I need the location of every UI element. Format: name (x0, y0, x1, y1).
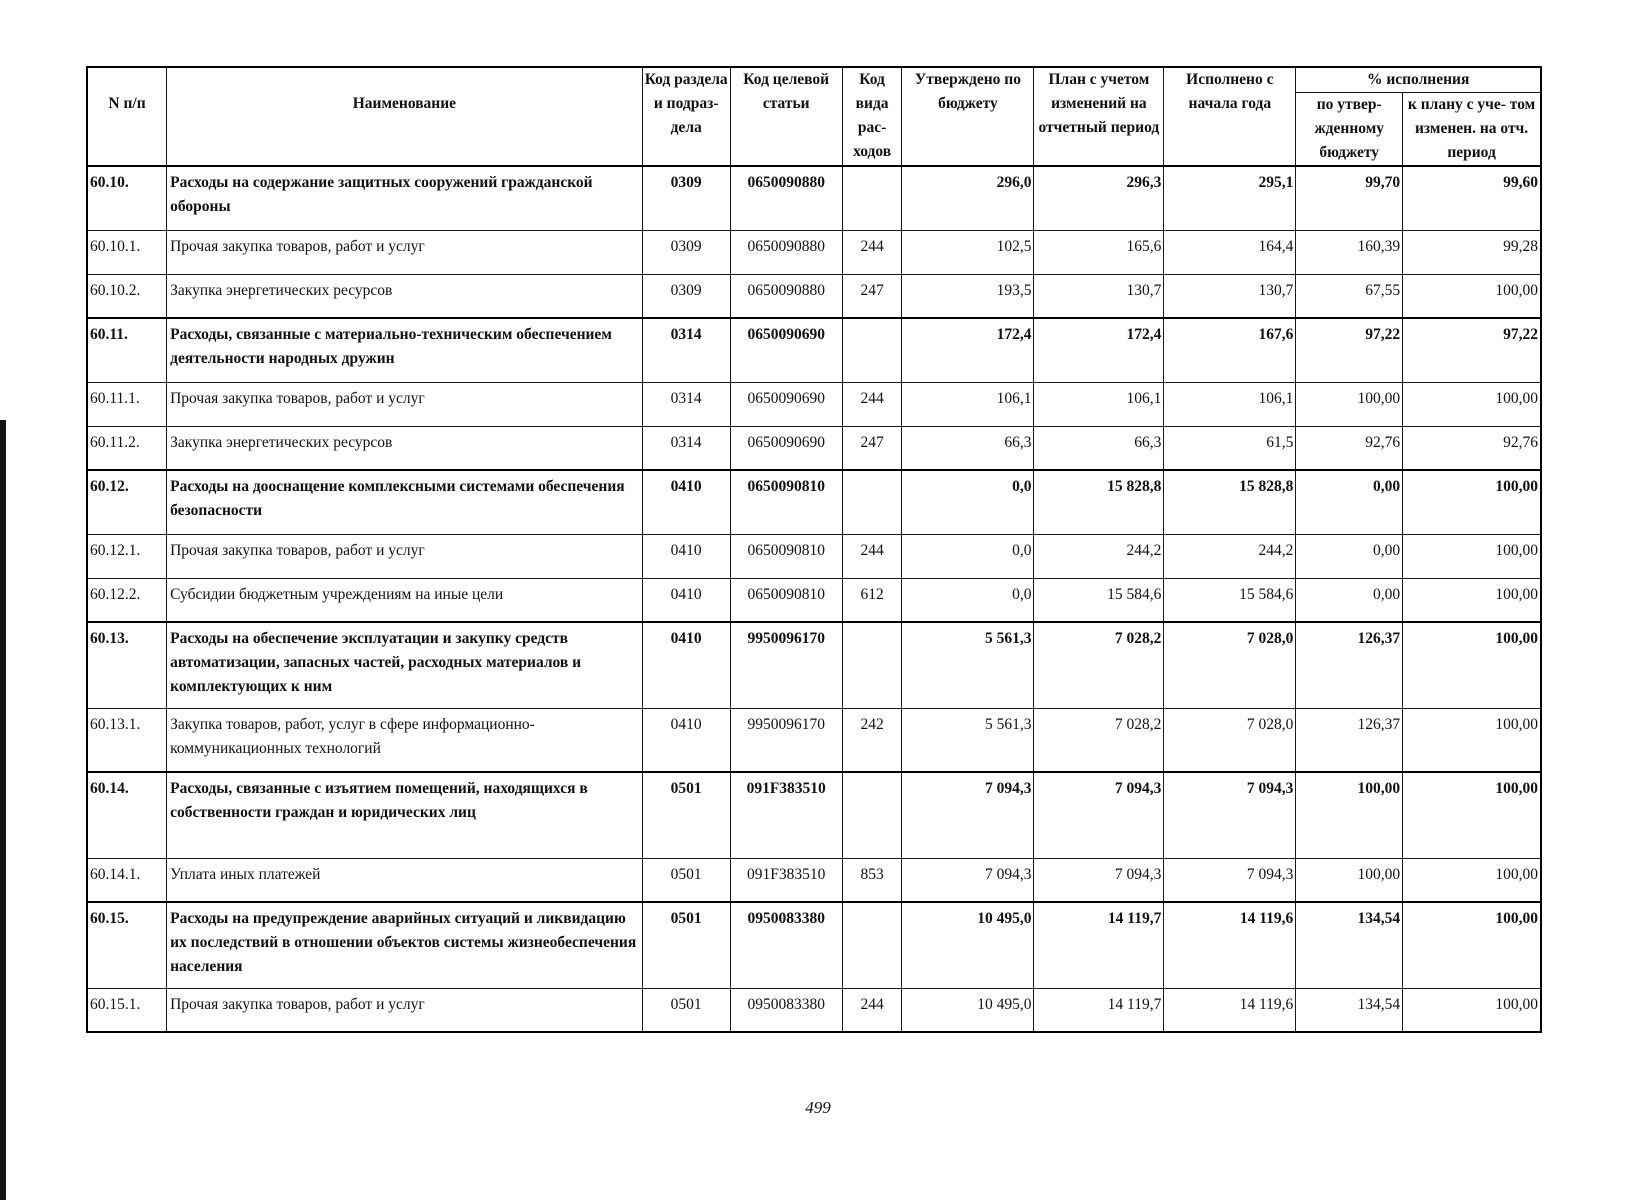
row-plan-value: 172,4 (1034, 318, 1164, 382)
row-target-code: 0650090880 (730, 166, 842, 230)
row-executed-value: 15 828,8 (1164, 470, 1296, 534)
row-number: 60.12. (87, 470, 167, 534)
row-number: 60.14.1. (87, 858, 167, 902)
scan-edge-shadow (0, 420, 6, 1200)
row-pct-plan-value: 100,00 (1403, 622, 1541, 708)
row-section-code: 0410 (642, 708, 730, 772)
page-number: 499 (805, 1098, 831, 1117)
table-row (87, 274, 1541, 318)
col-plan-header: План с учетом изменений на отчетный период (1034, 67, 1164, 166)
row-expense-type-code (842, 470, 902, 534)
table-section-row (87, 622, 1541, 708)
row-name: Расходы на предупреждение аварийных ситуаций и ликвидацию их последствий в отношении объектов системы жизнеобеспечения населения (167, 902, 643, 988)
row-approved-value: 193,5 (902, 274, 1034, 318)
row-plan-value: 106,1 (1034, 382, 1164, 426)
row-pct-budget-value: 100,00 (1296, 858, 1403, 902)
row-executed-value: 15 584,6 (1164, 578, 1296, 622)
row-name: Расходы, связанные с изъятием помещений, находящихся в собственности граждан и юридических лиц (167, 772, 643, 858)
row-expense-type-code: 247 (842, 274, 902, 318)
row-expense-type-code: 247 (842, 426, 902, 470)
table-row (87, 988, 1541, 1032)
row-number: 60.15. (87, 902, 167, 988)
row-name: Расходы на дооснащение комплексными системами обеспечения безопасности (167, 470, 643, 534)
row-plan-value: 165,6 (1034, 230, 1164, 274)
row-number: 60.15.1. (87, 988, 167, 1032)
row-expense-type-code (842, 318, 902, 382)
row-approved-value: 7 094,3 (902, 772, 1034, 858)
row-name: Расходы, связанные с материально-техническим обеспечением деятельности народных дружин (167, 318, 643, 382)
row-pct-budget-value: 134,54 (1296, 988, 1403, 1032)
row-pct-plan-value: 99,28 (1403, 230, 1541, 274)
row-pct-budget-value: 0,00 (1296, 578, 1403, 622)
row-name: Прочая закупка товаров, работ и услуг (167, 382, 643, 426)
row-executed-value: 14 119,6 (1164, 902, 1296, 988)
row-target-code: 9950096170 (730, 622, 842, 708)
table-row (87, 426, 1541, 470)
row-approved-value: 102,5 (902, 230, 1034, 274)
row-section-code: 0314 (642, 426, 730, 470)
col-pct-budget-header: по утвер- жденному бюджету (1296, 93, 1403, 167)
row-pct-plan-value: 99,60 (1403, 166, 1541, 230)
row-target-code: 0650090810 (730, 534, 842, 578)
row-approved-value: 0,0 (902, 470, 1034, 534)
row-pct-plan-value: 100,00 (1403, 578, 1541, 622)
row-target-code: 0650090690 (730, 426, 842, 470)
row-pct-plan-value: 100,00 (1403, 858, 1541, 902)
row-name: Закупка товаров, работ, услуг в сфере информационно-коммуникационных технологий (167, 708, 643, 772)
row-number: 60.12.1. (87, 534, 167, 578)
row-pct-budget-value: 100,00 (1296, 772, 1403, 858)
row-executed-value: 130,7 (1164, 274, 1296, 318)
row-approved-value: 296,0 (902, 166, 1034, 230)
table-row (87, 858, 1541, 902)
row-executed-value: 7 028,0 (1164, 708, 1296, 772)
row-section-code: 0314 (642, 318, 730, 382)
row-section-code: 0410 (642, 578, 730, 622)
row-pct-plan-value: 100,00 (1403, 708, 1541, 772)
table-section-row (87, 772, 1541, 858)
row-section-code: 0501 (642, 858, 730, 902)
table-section-row (87, 166, 1541, 230)
row-target-code: 0650090690 (730, 382, 842, 426)
table-section-row (87, 470, 1541, 534)
row-section-code: 0410 (642, 622, 730, 708)
row-pct-plan-value: 100,00 (1403, 772, 1541, 858)
col-percent-group-header: % исполнения (1296, 67, 1541, 93)
col-pct-plan-header: к плану с уче- том изменен. на отч. период (1403, 93, 1541, 167)
row-executed-value: 167,6 (1164, 318, 1296, 382)
budget-report-sheet (86, 66, 1542, 1033)
row-pct-budget-value: 99,70 (1296, 166, 1403, 230)
col-section-header: Код раздела и подраз- дела (642, 67, 730, 166)
row-name: Субсидии бюджетным учреждениям на иные цели (167, 578, 643, 622)
row-number: 60.10.1. (87, 230, 167, 274)
row-name: Прочая закупка товаров, работ и услуг (167, 230, 643, 274)
row-plan-value: 7 094,3 (1034, 858, 1164, 902)
row-pct-budget-value: 126,37 (1296, 708, 1403, 772)
row-number: 60.13.1. (87, 708, 167, 772)
row-pct-budget-value: 134,54 (1296, 902, 1403, 988)
row-pct-plan-value: 100,00 (1403, 470, 1541, 534)
row-expense-type-code: 244 (842, 534, 902, 578)
row-executed-value: 61,5 (1164, 426, 1296, 470)
row-executed-value: 7 094,3 (1164, 858, 1296, 902)
row-approved-value: 106,1 (902, 382, 1034, 426)
table-header (87, 67, 1541, 166)
col-exp-type-header: Код вида рас- ходов (842, 67, 902, 166)
expenditure-table (86, 66, 1542, 1033)
row-executed-value: 244,2 (1164, 534, 1296, 578)
row-plan-value: 244,2 (1034, 534, 1164, 578)
row-executed-value: 164,4 (1164, 230, 1296, 274)
row-plan-value: 14 119,7 (1034, 902, 1164, 988)
row-plan-value: 66,3 (1034, 426, 1164, 470)
row-plan-value: 7 028,2 (1034, 708, 1164, 772)
row-plan-value: 15 828,8 (1034, 470, 1164, 534)
row-number: 60.11.2. (87, 426, 167, 470)
row-expense-type-code (842, 772, 902, 858)
row-expense-type-code: 242 (842, 708, 902, 772)
col-target-header: Код целевой статьи (730, 67, 842, 166)
row-approved-value: 7 094,3 (902, 858, 1034, 902)
row-approved-value: 5 561,3 (902, 622, 1034, 708)
table-section-row (87, 902, 1541, 988)
col-num-header: N п/п (87, 67, 167, 166)
row-name: Закупка энергетических ресурсов (167, 274, 643, 318)
row-name: Расходы на обеспечение эксплуатации и закупку средств автоматизации, запасных частей, расходных материалов и комплектующих к ним (167, 622, 643, 708)
row-section-code: 0410 (642, 534, 730, 578)
row-expense-type-code: 244 (842, 230, 902, 274)
row-number: 60.14. (87, 772, 167, 858)
row-pct-plan-value: 100,00 (1403, 988, 1541, 1032)
row-number: 60.12.2. (87, 578, 167, 622)
row-target-code: 091F383510 (730, 858, 842, 902)
row-section-code: 0309 (642, 166, 730, 230)
row-number: 60.10.2. (87, 274, 167, 318)
row-section-code: 0501 (642, 902, 730, 988)
row-approved-value: 0,0 (902, 578, 1034, 622)
table-body (87, 166, 1541, 1032)
row-plan-value: 296,3 (1034, 166, 1164, 230)
row-number: 60.11.1. (87, 382, 167, 426)
row-name: Прочая закупка товаров, работ и услуг (167, 988, 643, 1032)
row-approved-value: 10 495,0 (902, 902, 1034, 988)
row-expense-type-code (842, 902, 902, 988)
row-target-code: 0650090690 (730, 318, 842, 382)
row-plan-value: 7 094,3 (1034, 772, 1164, 858)
col-name-header: Наименование (167, 67, 643, 166)
row-pct-plan-value: 100,00 (1403, 274, 1541, 318)
row-name: Прочая закупка товаров, работ и услуг (167, 534, 643, 578)
row-expense-type-code: 612 (842, 578, 902, 622)
table-row (87, 534, 1541, 578)
row-name: Расходы на содержание защитных сооружений гражданской обороны (167, 166, 643, 230)
row-pct-budget-value: 0,00 (1296, 534, 1403, 578)
row-approved-value: 172,4 (902, 318, 1034, 382)
row-target-code: 091F383510 (730, 772, 842, 858)
row-pct-budget-value: 100,00 (1296, 382, 1403, 426)
row-approved-value: 0,0 (902, 534, 1034, 578)
table-row (87, 578, 1541, 622)
row-name: Закупка энергетических ресурсов (167, 426, 643, 470)
row-section-code: 0501 (642, 988, 730, 1032)
row-target-code: 0650090880 (730, 230, 842, 274)
row-plan-value: 15 584,6 (1034, 578, 1164, 622)
row-number: 60.13. (87, 622, 167, 708)
row-executed-value: 295,1 (1164, 166, 1296, 230)
row-section-code: 0309 (642, 230, 730, 274)
row-number: 60.10. (87, 166, 167, 230)
row-pct-plan-value: 97,22 (1403, 318, 1541, 382)
row-executed-value: 14 119,6 (1164, 988, 1296, 1032)
row-executed-value: 7 094,3 (1164, 772, 1296, 858)
row-pct-plan-value: 100,00 (1403, 534, 1541, 578)
row-approved-value: 66,3 (902, 426, 1034, 470)
row-pct-budget-value: 97,22 (1296, 318, 1403, 382)
row-target-code: 0650090810 (730, 470, 842, 534)
row-target-code: 9950096170 (730, 708, 842, 772)
row-section-code: 0314 (642, 382, 730, 426)
row-expense-type-code: 244 (842, 988, 902, 1032)
row-expense-type-code: 853 (842, 858, 902, 902)
row-pct-budget-value: 67,55 (1296, 274, 1403, 318)
row-plan-value: 7 028,2 (1034, 622, 1164, 708)
row-pct-plan-value: 92,76 (1403, 426, 1541, 470)
row-section-code: 0309 (642, 274, 730, 318)
row-pct-plan-value: 100,00 (1403, 382, 1541, 426)
row-pct-budget-value: 126,37 (1296, 622, 1403, 708)
row-section-code: 0410 (642, 470, 730, 534)
table-row (87, 382, 1541, 426)
row-section-code: 0501 (642, 772, 730, 858)
col-approved-header: Утверждено по бюджету (902, 67, 1034, 166)
row-target-code: 0650090810 (730, 578, 842, 622)
table-section-row (87, 318, 1541, 382)
row-target-code: 0650090880 (730, 274, 842, 318)
row-plan-value: 14 119,7 (1034, 988, 1164, 1032)
table-row (87, 708, 1541, 772)
row-pct-plan-value: 100,00 (1403, 902, 1541, 988)
row-target-code: 0950083380 (730, 902, 842, 988)
row-pct-budget-value: 0,00 (1296, 470, 1403, 534)
row-executed-value: 106,1 (1164, 382, 1296, 426)
row-approved-value: 10 495,0 (902, 988, 1034, 1032)
row-pct-budget-value: 160,39 (1296, 230, 1403, 274)
row-target-code: 0950083380 (730, 988, 842, 1032)
row-executed-value: 7 028,0 (1164, 622, 1296, 708)
row-approved-value: 5 561,3 (902, 708, 1034, 772)
row-expense-type-code (842, 622, 902, 708)
row-name: Уплата иных платежей (167, 858, 643, 902)
table-row (87, 230, 1541, 274)
row-expense-type-code: 244 (842, 382, 902, 426)
row-number: 60.11. (87, 318, 167, 382)
row-plan-value: 130,7 (1034, 274, 1164, 318)
col-executed-header: Исполнено с начала года (1164, 67, 1296, 166)
row-pct-budget-value: 92,76 (1296, 426, 1403, 470)
row-expense-type-code (842, 166, 902, 230)
